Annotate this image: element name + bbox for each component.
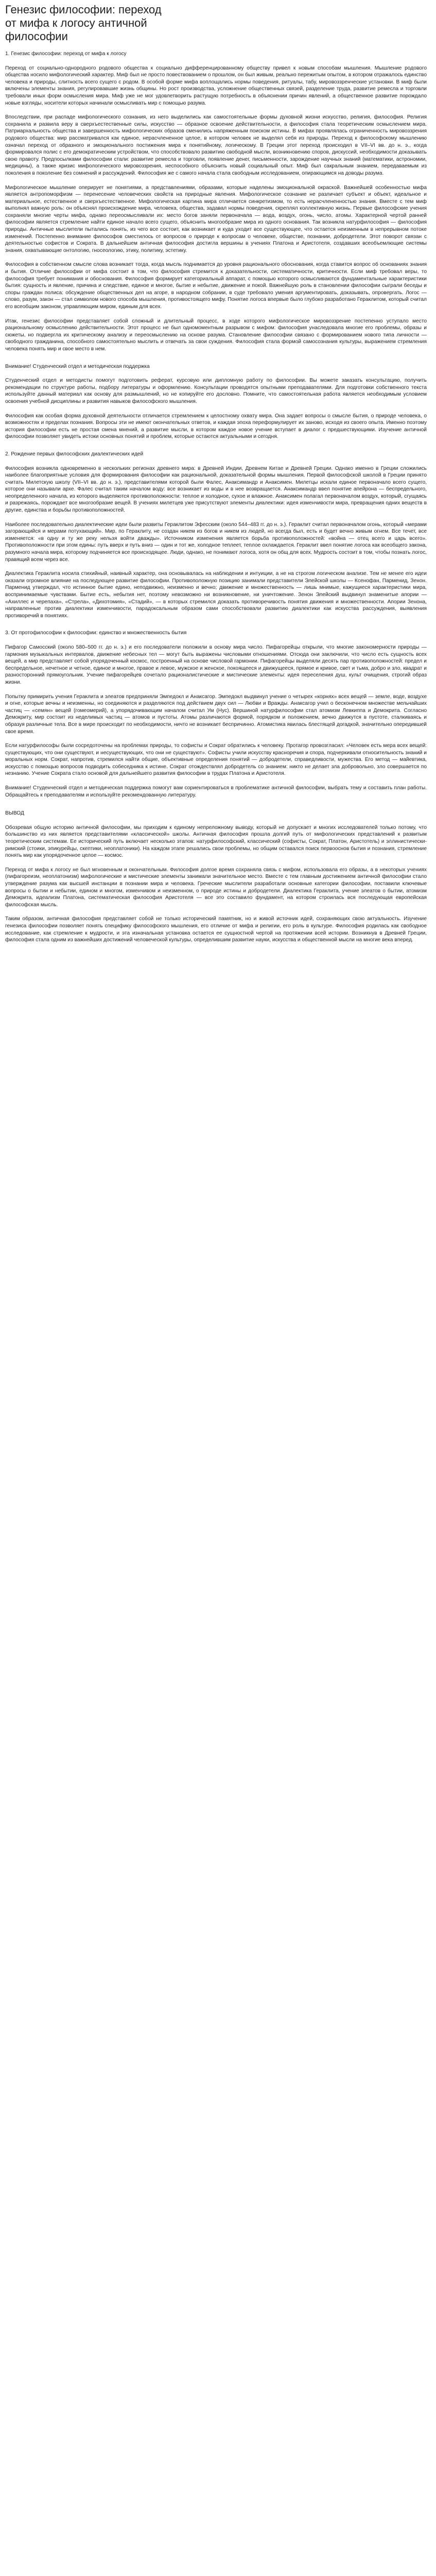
paragraph: Философия в собственном смысле слова возникает тогда, когда мысль поднимается до уровня рационального обоснования, когда ставится вопрос об основаниях знания и бытия. Отличие философии от мифа состоит в том, что философия стремится к доказательности, систематичности, критичности. Если миф требовал веры, то философия требует понимания и обоснования. Философия формирует категориальный аппарат, с помощью которого осмысливаются фундаментальные характеристики бытия: сущность и явление, причина и следствие, единое и многое, бытие и небытие, движение и покой. Важнейшую роль в становлении философии сыграли беседы и споры граждан полиса: обсуждение общественных дел на агоре, в народном собрании, в суде требовало умения аргументировать, доказывать, опровергать. Логос — слово, разум, закон — стал символом нового способа мышления, противостоящего мифу. Понятие логоса впервые было глубоко разработано Гераклитом, который считал его всеобщим законом, управляющим миром, единым для всех. bbox=[5, 262, 427, 310]
paragraph: Пифагор Самосский (около 580–500 гг. до н. э.) и его последователи положили в основу мира число. Пифагорейцы открыли, что многие закономерности природы — гармония музыкальных интервалов, движение небесных тел — могут быть выражены числовыми отношениями. Отсюда они заключили, что число есть сущность всех вещей, а мир представляет собой упорядоченный космос, построенный на основе числовой гармонии. Пифагорейцы выделяли десять пар противоположностей: предел и беспредельное, нечетное и четное, единое и многое, правое и левое, мужское и женское, покоящееся и движущееся, прямое и кривое, свет и тьма, добро и зло, квадрат и разносторонний прямоугольник. Учение пифагорейцев сочетало рационалистические и мистические элементы: идея переселения душ, культ очищения, строгий образ жизни. bbox=[5, 644, 427, 685]
paragraph: Попытку примирить учения Гераклита и элеатов предприняли Эмпедокл и Анаксагор. Эмпедокл выдвинул учение о четырех «корнях» всех вещей — земле, воде, воздухе и огне, которые вечны и неизменны, но соединяются и разделяются под действием двух сил — Любви и Вражды. Анаксагор учил о бесконечном множестве мельчайших частиц — «семян» вещей (гомеомерий), а упорядочивающим началом считал Ум (Нус). Вершиной натурфилософии стал атомизм Левкиппа и Демокрита. Согласно Демокриту, мир состоит из неделимых частиц — атомов и пустоты. Атомы различаются формой, порядком и положением, вечно движутся в пустоте, сталкиваясь и образуя различные тела. Все в мире происходит по необходимости, ничто не возникает беспричинно. Атомистика явилась блестящей догадкой, значительно опередившей свое время. bbox=[5, 693, 427, 735]
paragraph: Переход от мифа к логосу не был мгновенным и окончательным. Философия долгое время сохраняла связь с мифом, использовала его образы, а в некоторых учениях (пифагореизм, неоплатонизм) мифологические и мистические элементы занимали значительное место. Вместе с тем главным достижением античной философии стало утверждение разума как высшей инстанции в познании мира и человека. Греческие мыслители разработали основные категории философии, поставили ключевые вопросы о бытии и небытии, едином и многом, изменчивом и неизменном, о природе истины и добродетели. Диалектика Гераклита, учение элеатов о бытии, атомизм Демокрита, идеализм Платона, систематическая философия Аристотеля — все это составило фундамент, на котором строилась вся последующая европейская философская мысль. bbox=[5, 867, 427, 908]
paragraph: Таким образом, античная философия представляет собой не только исторический памятник, но и живой источник идей, сохраняющих свою актуальность. Изучение генезиса философии позволяет понять специфику философского мышления, его отличие от мифа и религии, его роль в культуре. Философия родилась как свободное исследование, как стремление к мудрости, и эта изначальная установка остается ее сущностной чертой на протяжении всей истории. Возникнув в Древней Греции, философия стала одним из важнейших достижений человеческой культуры, определившим развитие науки, искусства и общественной мысли на многие века вперед. bbox=[5, 916, 427, 943]
paragraph: Если натурфилософы были сосредоточены на проблемах природы, то софисты и Сократ обратились к человеку. Протагор провозгласил: «Человек есть мера всех вещей: существующих, что они существуют, и несуществующих, что они не существуют». Софисты учили искусству красноречия и спора, подчеркивали относительность знаний и моральных норм. Сократ, напротив, стремился найти общие, объективные определения понятий — добродетели, справедливости, мужества. Его метод — майевтика, искусство с помощью вопросов подводить собеседника к истине. Сократ отождествлял добродетель со знанием: никто не делает зла добровольно, зло совершается по незнанию. Учение Сократа стало основой для дальнейшего развития философии в трудах Платона и Аристотеля. bbox=[5, 743, 427, 777]
conclusion-heading: ВЫВОД bbox=[5, 810, 24, 817]
paragraph: Философия возникла одновременно в нескольких регионах древнего мира: в Древней Индии, Древнем Китае и Древней Греции. Однако именно в Греции сложились наиболее благоприятные условия для формирования философии как рациональной, доказательной формы мышления. Первой философской школой в Греции принято считать Милетскую школу (VII–VI вв. до н. э.), представителями которой были Фалес, Анаксимандр и Анаксимен. Милетцы искали единое первоначало всего сущего, которое они называли архе. Фалес считал таким началом воду: все возникает из воды и в нее возвращается. Анаксимандр ввел понятие апейрона — беспредельного, неопределенного начала, из которого выделяются противоположности: теплое и холодное, сухое и влажное. Анаксимен полагал первоначалом воздух, который, сгущаясь и разрежаясь, порождает все многообразие вещей. В учениях милетцев уже присутствуют элементы диалектики: идея изменчивости мира, превращения одних веществ в другие, единства и борьбы противоположностей. bbox=[5, 465, 427, 514]
conclusion-paragraphs bbox=[5, 824, 427, 944]
paragraph: Мифологическое мышление оперирует не понятиями, а представлениями, образами, которые наделены эмоциональной окраской. Важнейшей особенностью мифа является антропоморфизм — перенесение человеческих свойств на природные явления. Мифологическое сознание не различает субъект и объект, идеальное и материальное, естественное и сверхъестественное. Мифологическая картина мира отличается синкретизмом, то есть нерасчлененностью знания. Вместе с тем миф выполнял важную роль: он объяснял происхождение мира, человека, общества, задавал нормы поведения, скреплял коллективную жизнь. Первые философские учения сохраняли многие черты мифа, однако переосмысливали их: место богов заняли первоначала — вода, воздух, огонь, число, атомы. Характерной чертой ранней философии является стремление найти единое начало всего сущего, объяснить многообразие мира из одного основания. Так возникла натурфилософия — философия природы. Античные мыслители пытались понять, из чего все состоит, как возникает и куда уходит все существующее, что остается неизменным в непрерывном потоке изменений. Постепенно внимание философов сместилось от вопросов о природе к вопросам о человеке, обществе, познании, добродетели. Этот поворот связан с деятельностью софистов и Сократа. В дальнейшем античная философия достигла вершины в учениях Платона и Аристотеля, создавших всеобъемлющие системы знания, охватывающие онтологию, гносеологию, этику, политику, эстетику. bbox=[5, 184, 427, 253]
content-section bbox=[5, 451, 427, 619]
section-heading: Внимание! Студенческий отдел и методическая поддержка bbox=[5, 363, 150, 369]
content-section bbox=[5, 630, 427, 799]
paragraph: Внимание! Студенческий отдел и методическая поддержка помогут вам сориентироваться в проблематике античной философии, выбрать тему и составить план работы. Обращайтесь к преподавателям и используйте рекомендованную литературу. bbox=[5, 785, 427, 798]
paragraph: Обозревая общую историю античной философии, мы приходим к единому непреложному выводу, который не допускает и многих исследователей только потому, что большинство из них является представителями «классической» школы. Античная философия прошла долгий путь от мифологических представлений к развитым теоретическим системам. Ее исторический путь включает несколько этапов: натурфилософский, классический (софисты, Сократ, Платон, Аристотель) и эллинистически-римский (стоики, эпикурейцы, скептики, неоплатоники). На каждом этапе решались свои проблемы, но общим оставался поиск первооснов бытия и познания, стремление понять мир как упорядоченное целое — космос. bbox=[5, 824, 427, 859]
content-section bbox=[5, 363, 427, 440]
paragraph: Наиболее последовательно диалектические идеи были развиты Гераклитом Эфесским (около 544–483 гг. до н. э.). Гераклит считал первоначалом огонь, который «мерами загорающийся и мерами потухающий». Мир, по Гераклиту, не создан никем из богов и никем из людей, но всегда был, есть и будет вечно живым огнем. Все течет, все изменяется: «в одну и ту же реку нельзя войти дважды». Источником изменения является борьба противоположностей: «война — отец всего и царь всего». Противоположности при этом едины: путь вверх и путь вниз — один и тот же, холодное теплеет, теплое охлаждается. Гераклит ввел понятие логоса как всеобщего закона, разумного начала мира, которому подчиняется все происходящее. Люди, однако, не понимают логоса, хотя он общ для всех. Мудрость состоит в том, чтобы познать логос, правящий всем через все. bbox=[5, 521, 427, 563]
paragraph: Итак, генезис философии представляет собой сложный и длительный процесс, в ходе которого мифологическое мировоззрение постепенно уступало место рациональному осмыслению действительности. Этот процесс не был одномоментным разрывом с мифом: философия унаследовала многие его проблемы, образы и сюжеты, но подвергла их критическому анализу и переосмыслению на основе разума. Становление философии связано с формированием нового типа личности — свободного гражданина, способного самостоятельно мыслить и отвечать за свои суждения. Философия стала формой самосознания культуры, выражением стремления человека понять мир и свое место в нем. bbox=[5, 318, 427, 352]
conclusion-section bbox=[5, 810, 427, 944]
paragraph: Диалектика Гераклита носила стихийный, наивный характер, она основывалась на наблюдении и интуиции, а не на строгом логическом анализе. Тем не менее его идеи оказали огромное влияние на последующее развитие философии. Противоположную позицию занимали представители Элейской школы — Ксенофан, Парменид, Зенон. Парменид утверждал, что истинное бытие едино, неподвижно, неизменно и вечно; движение и множественность — лишь мнимые, кажущиеся характеристики мира, воспринимаемые чувствами. Бытие есть, небытия нет, поэтому невозможно ни возникновение, ни уничтожение. Зенон Элейский выдвинул знаменитые апории — «Ахиллес и черепаха», «Стрела», «Дихотомия», «Стадий», — в которых стремился доказать противоречивость понятия движения и множественности. Апории Зенона, направленные против диалектики изменчивости, парадоксальным образом сами способствовали развитию диалектики как искусства рассуждения, выявления противоречий в понятиях. bbox=[5, 571, 427, 619]
paragraph: Философия как особая форма духовной деятельности отличается стремлением к целостному охвату мира. Она задает вопросы о смысле бытия, о природе человека, о возможностях и пределах познания. Вопросы эти не имеют окончательных ответов, и каждая эпоха переформулирует их заново, исходя из своего опыта. Именно поэтому история философии есть не простая смена мнений, а развитие мысли, в котором каждое новое учение вступает в диалог с предшествующими. Изучение античной философии позволяет увидеть истоки основных понятий и проблем, которые остаются актуальными и сегодня. bbox=[5, 413, 427, 440]
paragraph: Впоследствии, при распаде мифологического сознания, из него выделились как самостоятельные формы духовной жизни искусство, религия, философия. Религия сохранила и развила веру в сверхъестественные силы, искусство — образное освоение действительности, а философия стала теоретическим осмыслением мира. Патриархальность общества и завершенность мифологических образов сменились напряженным поиском истины. В мифах проявлялась ограниченность мировоззрения родового общества: мир рассматривался как единое, нерасчлененное целое, в котором человек не выделял себя из природы. Переход к философскому мышлению означал переход от образного и эмоционального постижения мира к понятийному, логическому. В Греции этот переход происходил в VII–VI вв. до н. э., когда формировался полис с его демократическим устройством, что способствовало развитию свободной мысли, возникновению споров, дискуссий, необходимости доказывать свою правоту. Предпосылками философии стали: развитие ремесла и торговли, появление денег, письменности, зарождение научных знаний (математики, астрономии, медицины), а также кризис мифологического мировоззрения, неспособного объяснить новый социальный опыт. Миф был сакральным знанием, передаваемым из поколения в поколение без сомнений и рассуждений. Философия же с самого начала стала свободным исследованием, опирающимся на доводы разума. bbox=[5, 114, 427, 176]
sections-container bbox=[5, 50, 427, 799]
section-heading: 3. От протофилософии к философии: единство и множественность бытия bbox=[5, 630, 187, 636]
content-section bbox=[5, 50, 427, 353]
paragraph: Переход от социально-однородного родового общества к социально дифференцированному обществу привел к новым способам мышления. Мышление родового общества носило мифологический характер. Миф был не просто повествованием о прошлом, он был живым, реально пережитым опытом, в котором отражалось единство человека и природы, слитность всего сущего с родом. В особой форме мифа воплощались нормы поведения, ритуалы, табу, мировоззренческие установки. В миф были включены элементы знания, регулировавшие жизнь общины. Но рост производства, усложнение общественных связей, разделение труда, развитие ремесла и торговли требовали иных форм осмысления мира. Миф уже не мог удовлетворить растущую потребность в объяснении причин явлений, а общественное развитие порождало новые взгляды, носители которых начинали осмысливать мир с помощью разума. bbox=[5, 65, 427, 106]
section-heading: 1. Генезис философии: переход от мифа к логосу bbox=[5, 51, 127, 57]
paragraph: Студенческий отдел и методисты помогут подготовить реферат, курсовую или дипломную работу по философии. Вы можете заказать консультацию, получить рекомендации по структуре работы, подбору литературы и оформлению. Консультации проводятся опытными преподавателями. Для подготовки собственного текста используйте данный материал как основу для размышлений, но не копируйте его дословно. Помните, что самостоятельная работа является необходимым условием освоения учебной дисциплины и развития навыков философского мышления. bbox=[5, 378, 427, 404]
page-title: Генезис философии: переход от мифа к логосу античной философии bbox=[5, 3, 162, 43]
section-heading: 2. Рождение первых философских диалектических идей bbox=[5, 451, 144, 457]
